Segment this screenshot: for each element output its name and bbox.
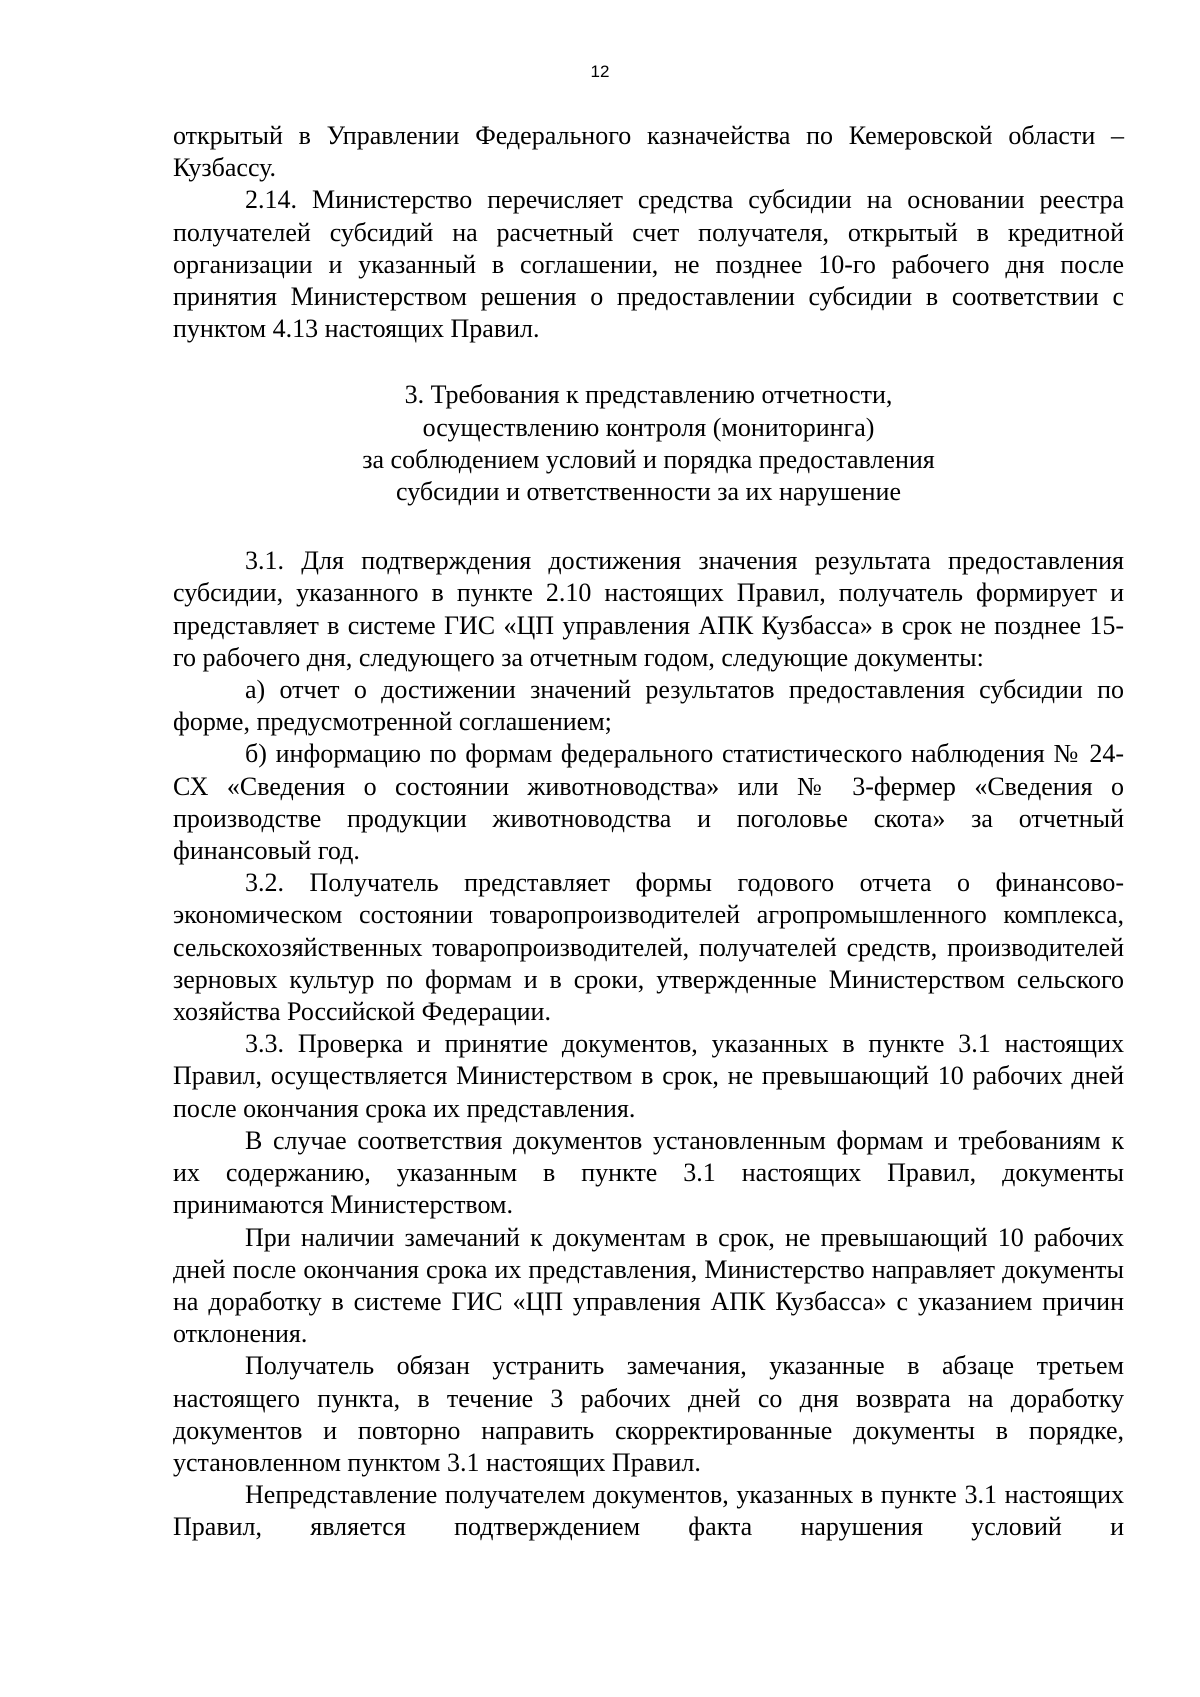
paragraph: 2.14. Министерство перечисляет средства субсидии на основании реестра получателей субсидий на расчетный счет получателя, открытый в кредитной организации и указанный в соглашении, не позднее 10-го рабочего дня после принятия Министерством решения о предоставлении субсидии в соответствии с пунктом 4.13 настоящих Правил. [173, 185, 1124, 344]
page-number: 12 [590, 62, 610, 81]
paragraph: Получатель обязан устранить замечания, указанные в абзаце третьем настоящего пункта, в течение 3 рабочих дней со дня возврата на доработку документов и повторно направить скорректированные документы в порядке, установленном пунктом 3.1 настоящих Правил. [173, 1351, 1124, 1477]
section-heading [173, 379, 1124, 508]
section-heading-line: за соблюдением условий и порядка предоставления [362, 444, 935, 474]
paragraph: 3.1. Для подтверждения достижения значения результата предоставления субсидии, указанного в пункте 2.10 настоящих Правил, получатель формирует и представляет в системе ГИС «ЦП управления АПК Кузбасса» в срок не позднее 15-го рабочего дня, следующего за отчетным годом, следующие документы: [173, 546, 1124, 672]
paragraph: а) отчет о достижении значений результатов предоставления субсидии по форме, предусмотренной соглашением; [173, 675, 1124, 737]
section-heading-line: 3. Требования к представлению отчетности, [404, 380, 893, 410]
section-heading-line: осуществлению контроля (мониторинга) [422, 412, 875, 442]
paragraph: В случае соответствия документов установленным формам и требованиям к их содержанию, указанным в пункте 3.1 настоящих Правил, документы принимаются Министерством. [173, 1125, 1124, 1220]
paragraph: 3.3. Проверка и принятие документов, указанных в пункте 3.1 настоящих Правил, осуществляется Министерством в срок, не превышающий 10 рабочих дней после окончания срока их представления. [173, 1029, 1124, 1123]
paragraphs-before-heading [173, 120, 1124, 345]
paragraph: При наличии замечаний к документам в срок, не превышающий 10 рабочих дней после окончания срока их представления, Министерство направляет документы на доработку в системе ГИС «ЦП управления АПК Кузбасса» с указанием причин отклонения. [173, 1222, 1124, 1349]
paragraph: 3.2. Получатель представляет формы годового отчета о финансово-экономическом состоянии товаропроизводителей агропромышленного комплекса, сельскохозяйственных товаропроизводителей, получателей средств, производителей зерновых культур по формам и в сроки, утвержденные Министерством сельского хозяйства Российской Федерации. [173, 868, 1124, 1027]
paragraph: б) информацию по формам федерального статистического наблюдения № 24-СХ «Сведения о состоянии животноводства» или № 3-фермер «Сведения о производстве продукции животноводства и поголовье скота» за отчетный финансовый год. [173, 739, 1124, 866]
paragraph: открытый в Управлении Федерального казначейства по Кемеровской области – Кузбассу. [173, 121, 1124, 183]
section-heading-line: субсидии и ответственности за их нарушение [396, 477, 901, 507]
document-body [173, 120, 1124, 1544]
paragraph: Непредставление получателем документов, указанных в пункте 3.1 настоящих Правил, является подтверждением факта нарушения условий и [173, 1480, 1124, 1542]
paragraphs-after-heading [173, 545, 1124, 1543]
